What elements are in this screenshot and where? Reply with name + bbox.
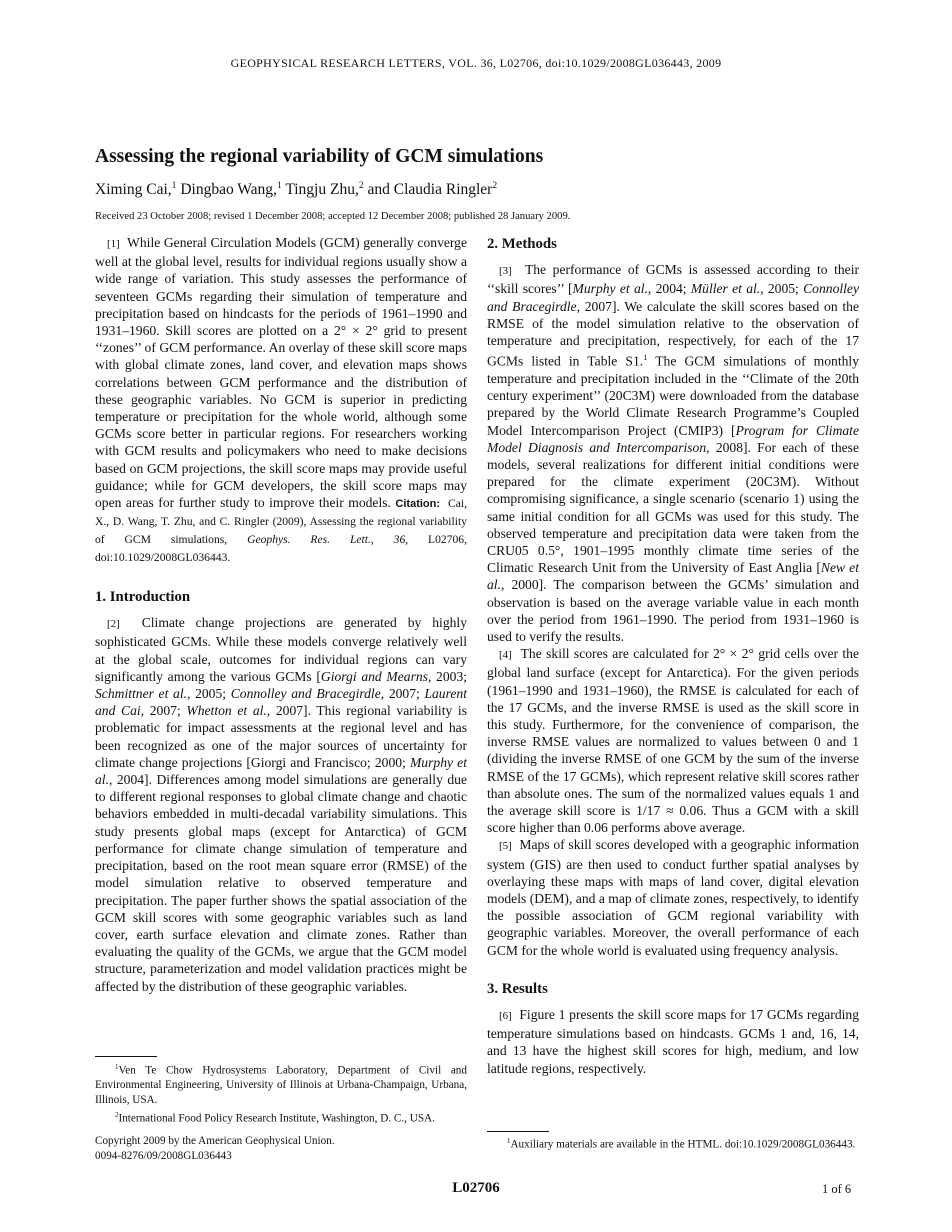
reference: Giorgi and Mearns [320, 668, 428, 684]
reference: Schmittner et al. [95, 686, 188, 702]
footnote-mark: 1 [643, 352, 648, 363]
page-number: 1 of 6 [822, 1182, 852, 1196]
reference: Connolley and Bracegirdle [230, 686, 381, 702]
affiliation-mark: 1 [276, 180, 282, 191]
footnote-rule [95, 1056, 157, 1057]
author-list [95, 180, 497, 199]
paragraph-number: [6] [499, 1010, 512, 1023]
intro-paragraph: [2] Climate change projections are generated by highly sophisticated GCMs. While these models converge relatively well at the global scale, outcomes for individual regions can vary significantly among the various GCMs [Giorgi and Mearns, 2003; Schmittner et al., 2005; Connolley and Bracegirdle, 2007; Laurent and Cai, 2007; Whetton et al., 2007]. This regional variability is problematic for impact assessments at the regional level and has been recognized as one of the major sources of uncertainty for climate change projections [Giorgi and Francisco; 2000; Murphy et al., 2004]. Differences among model simulations are generally due to different regional responses to global climate change and chaotic behaviors embedded in multi-decadal variability simulations. This study presents global maps (except for Antarctica) of GCM performance for climate change simulation of temperature and precipitation, based on the root mean square error (RMSE) of the model simulation relative to observed temperature and precipitation. The paper further shows the spatial association of the GCM skill scores with some geographic variables such as land cover, earth surface elevation and climate zones. Rather than evaluating the quality of the GCMs, we argue that the GCM model structure, parameterization and model validation practices might be affected by the distribution of these geographic variables. [95, 615, 468, 994]
reference: Müller et al. [690, 281, 761, 297]
article-id: L02706 [452, 1180, 500, 1196]
running-header: GEOPHYSICAL RESEARCH LETTERS, VOL. 36, L02706, doi:10.1029/2008GL036443, 2009 [230, 56, 722, 70]
affiliation-mark: 2 [358, 180, 364, 191]
reference: Program for Climate Model Diagnosis and Intercomparison [487, 422, 859, 455]
reference: Connolley and Bracegirdle [487, 281, 859, 314]
affiliation-mark: 1 [171, 180, 177, 191]
author-name: and Claudia Ringler [363, 181, 493, 199]
results-paragraph: [6] Figure 1 presents the skill score maps for 17 GCMs regarding temperature simulations based on hindcasts. GCMs 1 and, 16, 14, and 13 have the highest skill scores for high, medium, and low latitude regions, respectively. [487, 1007, 859, 1076]
section-heading-results: 3. Results [487, 980, 548, 997]
abstract-paragraph [95, 234, 467, 566]
paragraph-number: [1] [107, 238, 120, 250]
reference: New et al. [487, 560, 859, 593]
section-heading-introduction: 1. Introduction [95, 589, 191, 606]
footnote: $^2$International Food Policy Research Institute, Washington, D. C., USA. [115, 1110, 435, 1125]
reference: Murphy et al. [95, 754, 467, 788]
paper-title: Assessing the regional variability of GCM simulations [95, 146, 544, 167]
methods-paragraph: [4] The skill scores are calculated for 2° × 2° grid cells over the global land surface (except for Antarctica). For the given periods (1961–1990 and 1931–1960), the RMSE is calculated for each of the 17 GCMs, and the inverse RMSE is used as the skill score in this study. Furthermore, for the convenience of comparison, the inverse RMSE values are normalized to values between 0 and 1 (dividing the inverse RMSE of one GCM by the sum of the inverse RMSE of the 17 GCMs), which represent relative skill scores rather than absolute ones. The sum of the normalized values equals 1 and the average skill score is 1/17 ≈ 0.06. Thus a GCM with a skill score higher than 0.06 performs above average. [487, 646, 860, 836]
paragraph-number: [4] [499, 649, 512, 662]
right-column [487, 234, 859, 1077]
author-name: Dingbao Wang, [176, 181, 277, 199]
author-name: Tingju Zhu, [281, 181, 359, 199]
footnotes-left [95, 1060, 467, 1126]
reference: Whetton et al. [186, 703, 267, 719]
affiliation-mark: 2 [492, 180, 498, 191]
section-heading-methods: 2. Methods [487, 236, 557, 252]
methods-paragraph: [3] The performance of GCMs is assessed according to their ‘‘skill scores’’ [Murphy et al., 2004; Müller et al., 2005; Connolley and Bracegirdle, 2007]. We calculate the skill scores based on the RMSE of the model simulation relative to the observation of temperature and precipitation, respectively, for each of the 17 GCMs listed in Table S1.$^1$ The GCM simulations of monthly temperature and precipitation included in the ‘‘Climate of the 20th century experiment’’ (20C3M) were downloaded from the database prepared by the World Climate Research Programme’s Coupled Model Intercomparison Project (CMIP3) [Program for Climate Model Diagnosis and Intercomparison, 2008]. For each of these models, several realizations for different initial conditions were prepared for the climate experiment (20C3M). Without compromising significance, a single scenario (scenario 1) using the same initial condition for all GCMs was used for this study. The observed temperature and precipitation data were taken from the CRU05 0.5°, 1901–1995 monthly climate time series of the Climatic Research Unit from the University of East Anglia [New et al., 2000]. The comparison between the GCMs’ simulation and observation is based on the average variable value in each month over the period from 1961–1990. The period from 1931–1960 is used to verify the results. [487, 262, 860, 644]
copyright: Copyright 2009 by the American Geophysical Union. 0094-8276/09/2008GL036443 [95, 1135, 335, 1162]
reference: Laurent and Cai [95, 686, 467, 719]
footnote-rule [487, 1131, 549, 1132]
paragraph-number: [2] [107, 618, 120, 631]
abstract-text: While General Circulation Models (GCM) generally converge well at the global level, results for individual regions usually show a wide range of variation. This study assesses the performance of seventeen GCMs regarding their simulation of temperature and precipitation based on hindcasts for the periods of 1961–1990 and 1931–1960. Skill scores are plotted on a 2° × 2° grid to present ‘‘zones’’ of GCM performance. An overlay of these skill score maps with global climate zones, land cover, and elevation maps shows correlations between GCM performance and the distribution of these geographic variables. No GCM is superior in predicting temperature or precipitation for the whole world, although some GCMs score better in particular regions. For researchers working with GCM results and policymakers who need to make decisions based on GCM projections, the skill score maps may provide useful guidance; while for GCM developers, the skill score maps may open areas for further study to improve their models. [95, 235, 468, 511]
footnote: $^1$Ven Te Chow Hydrosystems Laboratory, Department of Civil and Environmental Engineering, University of Illinois at Urbana-Champaign, Urbana, Illinois, USA. [95, 1063, 467, 1106]
methods-paragraph: [5] Maps of skill scores developed with a geographic information system (GIS) are then used to conduct further spatial analyses by overlaying these maps with maps of land cover, digital elevation models (DEM), and a map of climate zones, respectively, to identify the possible association of GCM regional variability with geographic variables. Moreover, the overall performance of each GCM for the whole world is evaluated using frequency analysis. [487, 837, 859, 958]
left-column [95, 234, 467, 995]
author-name: Ximing Cai, [95, 181, 172, 199]
paragraph-number: [3] [499, 265, 512, 278]
footnote-right: $^1$Auxiliary materials are available in the HTML. doi:10.1029/2008GL036443. [507, 1137, 856, 1151]
citation-label: Citation: [395, 498, 441, 511]
paragraph-number: [5] [499, 840, 512, 853]
reference: Murphy et al. [572, 281, 648, 297]
citation: Citation: Cai, X., D. Wang, T. Zhu, and C. Ringler (2009), Assessing the regional variability of GCM simulations, Geophys. Res. Lett., 36, L02706, doi:10.1029/2008GL036443. [95, 497, 467, 565]
received-dates: Received 23 October 2008; revised 1 December 2008; accepted 12 December 2008; published 28 January 2009. [95, 211, 571, 222]
